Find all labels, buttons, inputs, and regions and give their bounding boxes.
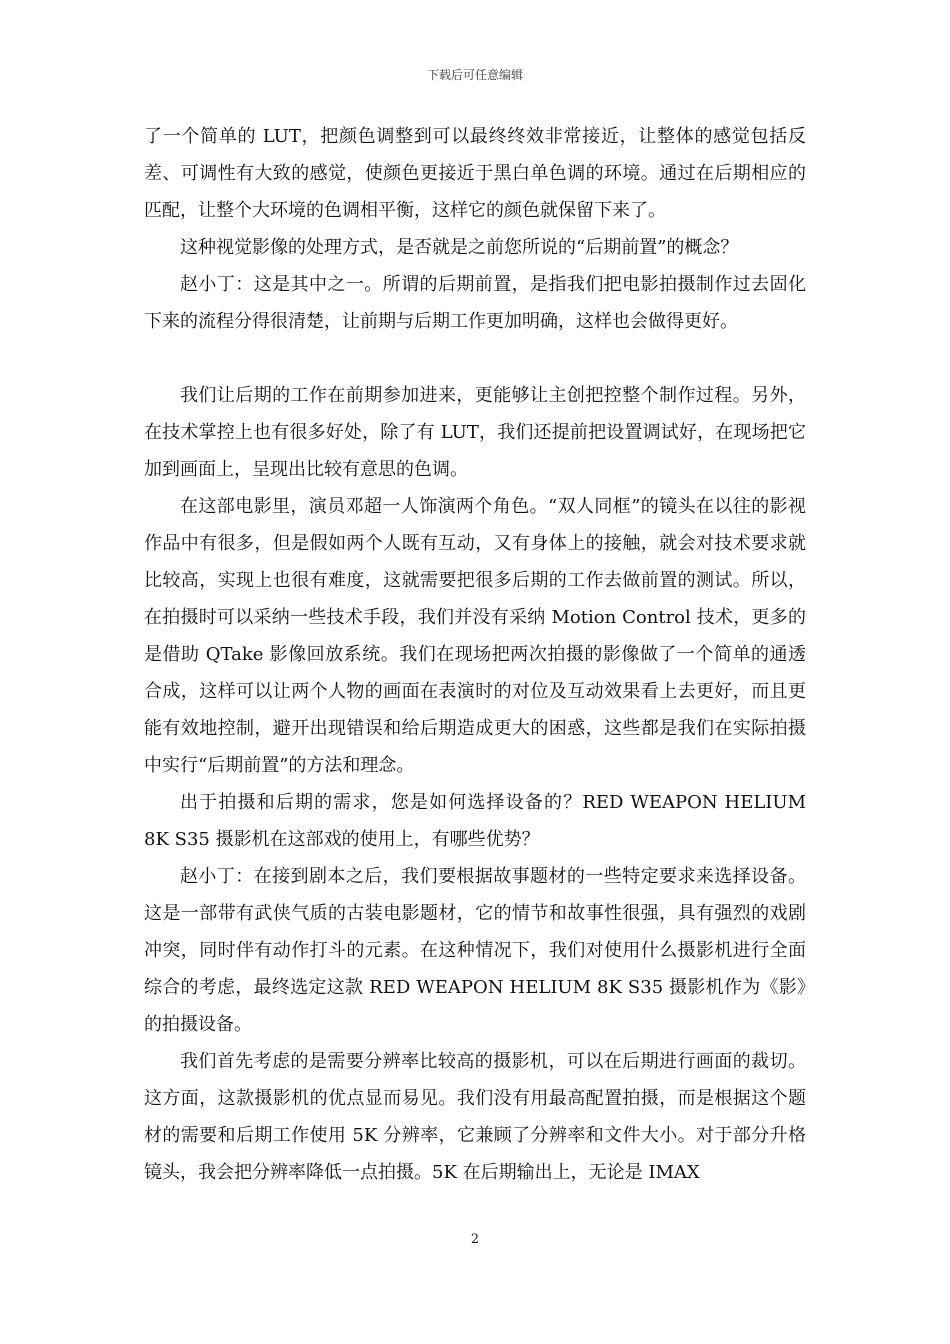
page-header: 下载后可任意编辑 <box>426 68 523 82</box>
paragraph-resolution: 我们首先考虑的是需要分辨率比较高的摄影机，可以在后期进行画面的裁切。这方面，这款摄影机的优点显而易见。我们没有用最高配置拍摄，而是根据这个题材的需要和后期工作使用 5K 分辨率，它兼顾了分辨率和文件大小。对于部分升格镜头，我会把分辨率降低一点拍摄。5K 在后期输出上，无论是 IMAX <box>144 1051 806 1183</box>
paragraph-answer-equipment: 赵小丁：在接到剧本之后，我们要根据故事题材的一些特定要求来选择设备。这是一部带有武侠气质的古装电影题材，它的情节和故事性很强，具有强烈的戏剧冲突，同时伴有动作打斗的元素。在这种情况下，我们对使用什么摄影机进行全面综合的考虑，最终选定这款 RED WEAPON HELIUM 8K S35 摄影机作为《影》的拍摄设备。 <box>144 866 806 1035</box>
paragraph-question-concept: 这种视觉影像的处理方式，是否就是之前您所说的“后期前置”的概念？ <box>180 237 739 258</box>
body-text <box>144 118 806 1191</box>
paragraph-answer-concept: 赵小丁：这是其中之一。所谓的后期前置，是指我们把电影拍摄制作过去固化下来的流程分得很清楚，让前期与后期工作更加明确，这样也会做得更好。 <box>144 274 806 332</box>
page-number: 2 <box>470 1232 480 1247</box>
paragraph-question-equipment: 出于拍摄和后期的需求，您是如何选择设备的？RED WEAPON HELIUM 8K S35 摄影机在这部戏的使用上，有哪些优势？ <box>144 792 806 850</box>
paragraph-postproduction-benefits: 我们让后期的工作在前期参加进来，更能够让主创把控整个制作过程。另外，在技术掌控上也有很多好处，除了有 LUT，我们还提前把设置调试好，在现场把它加到画面上，呈现出比较有意思的色调。 <box>144 385 806 480</box>
paragraph-continuation: 了一个简单的 LUT，把颜色调整到可以最终终效非常接近，让整体的感觉包括反差、可调性有大致的感觉，使颜色更接近于黑白单色调的环境。通过在后期相应的匹配，让整个大环境的色调相平衡，这样它的颜色就保留下来了。 <box>144 126 806 221</box>
paragraph-dual-role: 在这部电影里，演员邓超一人饰演两个角色。“双人同框”的镜头在以往的影视作品中有很多，但是假如两个人既有互动，又有身体上的接触，就会对技术要求就比较高，实现上也很有难度，这就需要把很多后期的工作去做前置的测试。所以，在拍摄时可以采纳一些技术手段，我们并没有采纳 Motion Control 技术，更多的是借助 QTake 影像回放系统。我们在现场把两次拍摄的影像做了一个简单的通透合成，这样可以让两个人物的画面在表演时的对位及互动效果看上去更好，而且更能有效地控制，避开出现错误和给后期造成更大的困惑，这些都是我们在实际拍摄中实行“后期前置”的方法和理念。 <box>144 496 806 776</box>
